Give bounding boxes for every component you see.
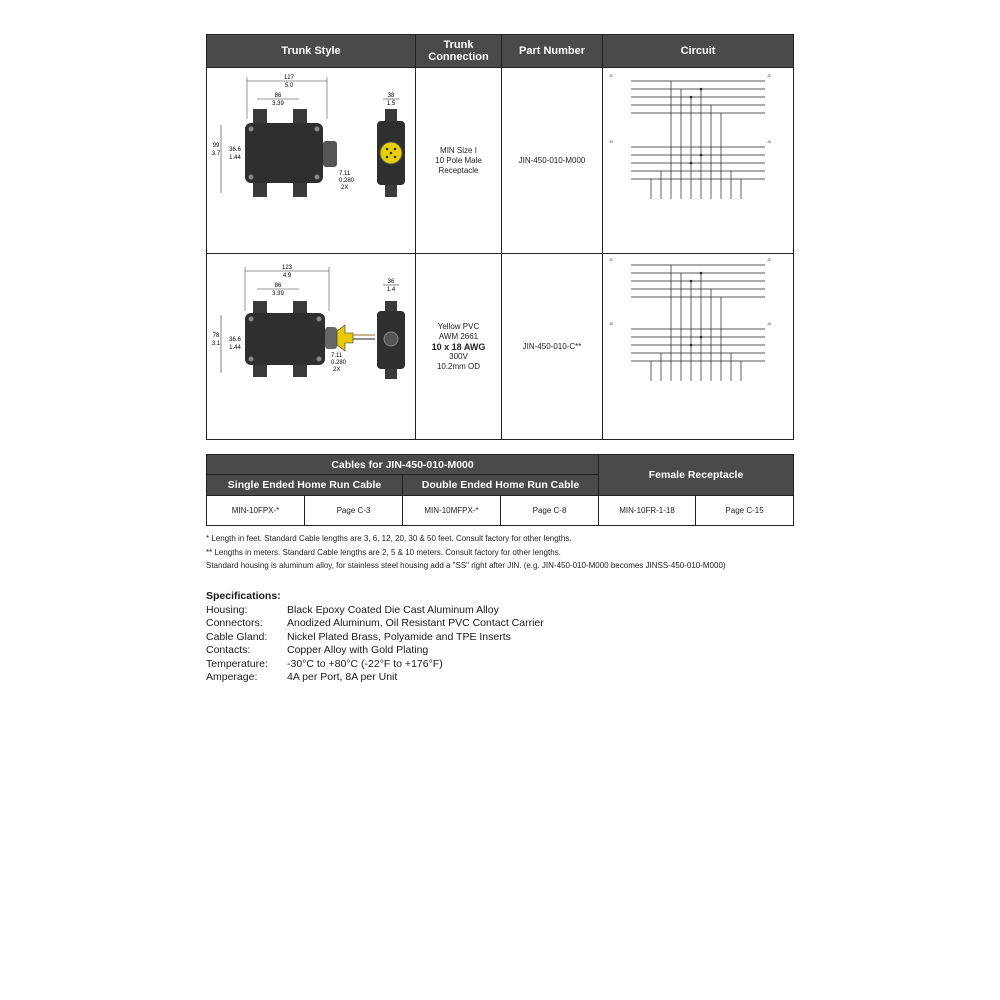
female-receptacle-part: MIN-10FR-1-18 bbox=[599, 496, 696, 526]
connection-line: Yellow PVC bbox=[437, 321, 480, 331]
header-circuit: Circuit bbox=[603, 35, 794, 68]
spec-value: Copper Alloy with Gold Plating bbox=[287, 644, 429, 656]
svg-text:J2: J2 bbox=[766, 74, 771, 78]
specifications-title: Specifications: bbox=[206, 590, 281, 602]
spec-row bbox=[206, 631, 544, 645]
product-table bbox=[206, 34, 794, 440]
spec-label: Amperage: bbox=[206, 671, 258, 683]
spec-value: Anodized Aluminum, Oil Resistant PVC Contact Carrier bbox=[287, 617, 544, 629]
circuit-diagram-2 bbox=[603, 254, 794, 440]
footnote-meters: ** Lengths in meters. Standard Cable lengths are 2, 5 & 10 meters. Consult factory for other lengths. bbox=[206, 547, 561, 557]
dim-height-mm: 99 bbox=[212, 143, 219, 149]
connection-line: 10.2mm OD bbox=[436, 361, 481, 371]
svg-text:J1: J1 bbox=[608, 258, 613, 262]
spec-value: Nickel Plated Brass, Polyamide and TPE Inserts bbox=[287, 630, 511, 643]
header-double-ended: Double Ended Home Run Cable bbox=[403, 475, 599, 496]
cable-page-double: Page C-8 bbox=[501, 496, 599, 526]
table-row bbox=[207, 496, 794, 526]
spec-row bbox=[206, 617, 544, 631]
dim-pitch-mm: 86 bbox=[274, 283, 281, 289]
junction-box-drawing bbox=[209, 255, 414, 435]
spec-value: 4A per Port, 8A per Unit bbox=[287, 671, 398, 683]
dim-width-mm: 127 bbox=[283, 75, 294, 81]
cables-header-row bbox=[207, 455, 794, 475]
connection-line: Receptacle bbox=[438, 165, 479, 175]
connection-line: MIN Size I bbox=[440, 145, 477, 155]
spec-row bbox=[206, 671, 544, 685]
female-receptacle-page: Page C-15 bbox=[696, 496, 794, 526]
dim-side-mm: 36 bbox=[387, 279, 394, 285]
header-female-receptacle: Female Receptacle bbox=[599, 455, 794, 496]
spec-label: Housing: bbox=[206, 603, 248, 616]
spec-label: Contacts: bbox=[206, 644, 251, 656]
part-number-cell: JIN-450-010-C** bbox=[502, 254, 603, 440]
dim-side-in: 1.4 bbox=[386, 287, 395, 293]
specifications bbox=[206, 590, 544, 685]
trunk-style-drawing-2 bbox=[207, 254, 416, 440]
dim-pitch-in: 3.39 bbox=[271, 291, 284, 297]
svg-text:J1: J1 bbox=[608, 74, 613, 78]
dim-width-in: 5.0 bbox=[284, 83, 293, 89]
connection-line: 10 x 18 AWG bbox=[431, 341, 486, 352]
junction-box-drawing bbox=[209, 69, 414, 249]
cable-page-single: Page C-3 bbox=[305, 496, 403, 526]
header-part-number: Part Number bbox=[502, 35, 603, 68]
header-trunk-connection-line1: Trunk bbox=[443, 39, 474, 51]
table-row bbox=[207, 68, 794, 254]
dim-hole-qty: 2X bbox=[332, 367, 340, 373]
dim-height-in: 3.7 bbox=[211, 151, 220, 157]
cable-part-double: MIN-10MFPX-* bbox=[403, 496, 501, 526]
dim-pitch-mm: 86 bbox=[274, 93, 281, 99]
svg-text:J3: J3 bbox=[608, 140, 613, 144]
svg-text:J4: J4 bbox=[766, 140, 771, 144]
trunk-connection-cell bbox=[416, 68, 502, 254]
footnotes bbox=[206, 532, 726, 573]
dim-hole-in: 0.280 bbox=[338, 178, 354, 184]
svg-text:J4: J4 bbox=[766, 322, 771, 326]
header-cables-for: Cables for JIN-450-010-M000 bbox=[207, 455, 599, 475]
cable-part-single: MIN-10FPX-* bbox=[207, 496, 305, 526]
header-trunk-connection-line2: Connection bbox=[428, 51, 489, 63]
dim-side-mm: 38 bbox=[387, 93, 394, 99]
dim-height-in: 3.1 bbox=[211, 341, 220, 347]
footnote-housing: Standard housing is aluminum alloy, for stainless steel housing add a "SS" right after JIN. (e.g. JIN-450-010-M000 becomes JINSS-450-010-M000) bbox=[206, 561, 726, 570]
spec-row bbox=[206, 658, 544, 672]
dim-width-in: 4.9 bbox=[282, 273, 291, 279]
svg-text:J2: J2 bbox=[766, 258, 771, 262]
dim-inner-mm: 36.6 bbox=[228, 147, 241, 153]
connection-line: AWM 2661 bbox=[438, 331, 479, 341]
dim-inner-in: 1.44 bbox=[228, 155, 241, 161]
connection-line: 300V bbox=[449, 351, 468, 361]
dim-side-in: 1.5 bbox=[386, 101, 395, 107]
cables-table bbox=[206, 454, 794, 526]
header-trunk-style: Trunk Style bbox=[207, 35, 416, 68]
product-table-header bbox=[207, 35, 794, 68]
spec-value: -30°C to +80°C (-22°F to +176°F) bbox=[287, 657, 443, 670]
connection-line: 10 Pole Male bbox=[435, 155, 482, 165]
part-number-cell: JIN-450-010-M000 bbox=[502, 68, 603, 254]
dim-hole-mm: 7.11 bbox=[330, 353, 342, 359]
circuit-diagram bbox=[605, 255, 792, 435]
trunk-style-drawing-1 bbox=[207, 68, 416, 254]
spec-row bbox=[206, 604, 544, 618]
circuit-diagram-1 bbox=[603, 68, 794, 254]
footnote-feet: * Length in feet. Standard Cable lengths are 3, 6, 12, 20, 30 & 50 feet. Consult factory for other lengths. bbox=[206, 534, 572, 543]
trunk-connection-cell bbox=[416, 254, 502, 440]
spec-label: Connectors: bbox=[206, 617, 263, 629]
dim-inner-mm: 36.6 bbox=[228, 337, 241, 343]
dim-height-mm: 78 bbox=[212, 333, 219, 339]
table-row bbox=[207, 254, 794, 440]
svg-text:J3: J3 bbox=[608, 322, 613, 326]
dim-hole-in: 0.280 bbox=[330, 360, 346, 366]
dim-width-mm: 123 bbox=[281, 265, 292, 271]
dim-pitch-in: 3.39 bbox=[271, 101, 284, 107]
dim-hole-qty: 2X bbox=[340, 185, 348, 191]
circuit-diagram bbox=[605, 69, 792, 249]
spec-value: Black Epoxy Coated Die Cast Aluminum Alloy bbox=[287, 603, 499, 616]
header-single-ended: Single Ended Home Run Cable bbox=[207, 475, 403, 496]
spec-row bbox=[206, 644, 544, 658]
dim-inner-in: 1.44 bbox=[228, 345, 241, 351]
dim-hole-mm: 7.11 bbox=[338, 171, 350, 177]
header-trunk-connection bbox=[416, 35, 502, 68]
spec-label: Temperature: bbox=[206, 657, 268, 670]
spec-label: Cable Gland: bbox=[206, 630, 268, 643]
